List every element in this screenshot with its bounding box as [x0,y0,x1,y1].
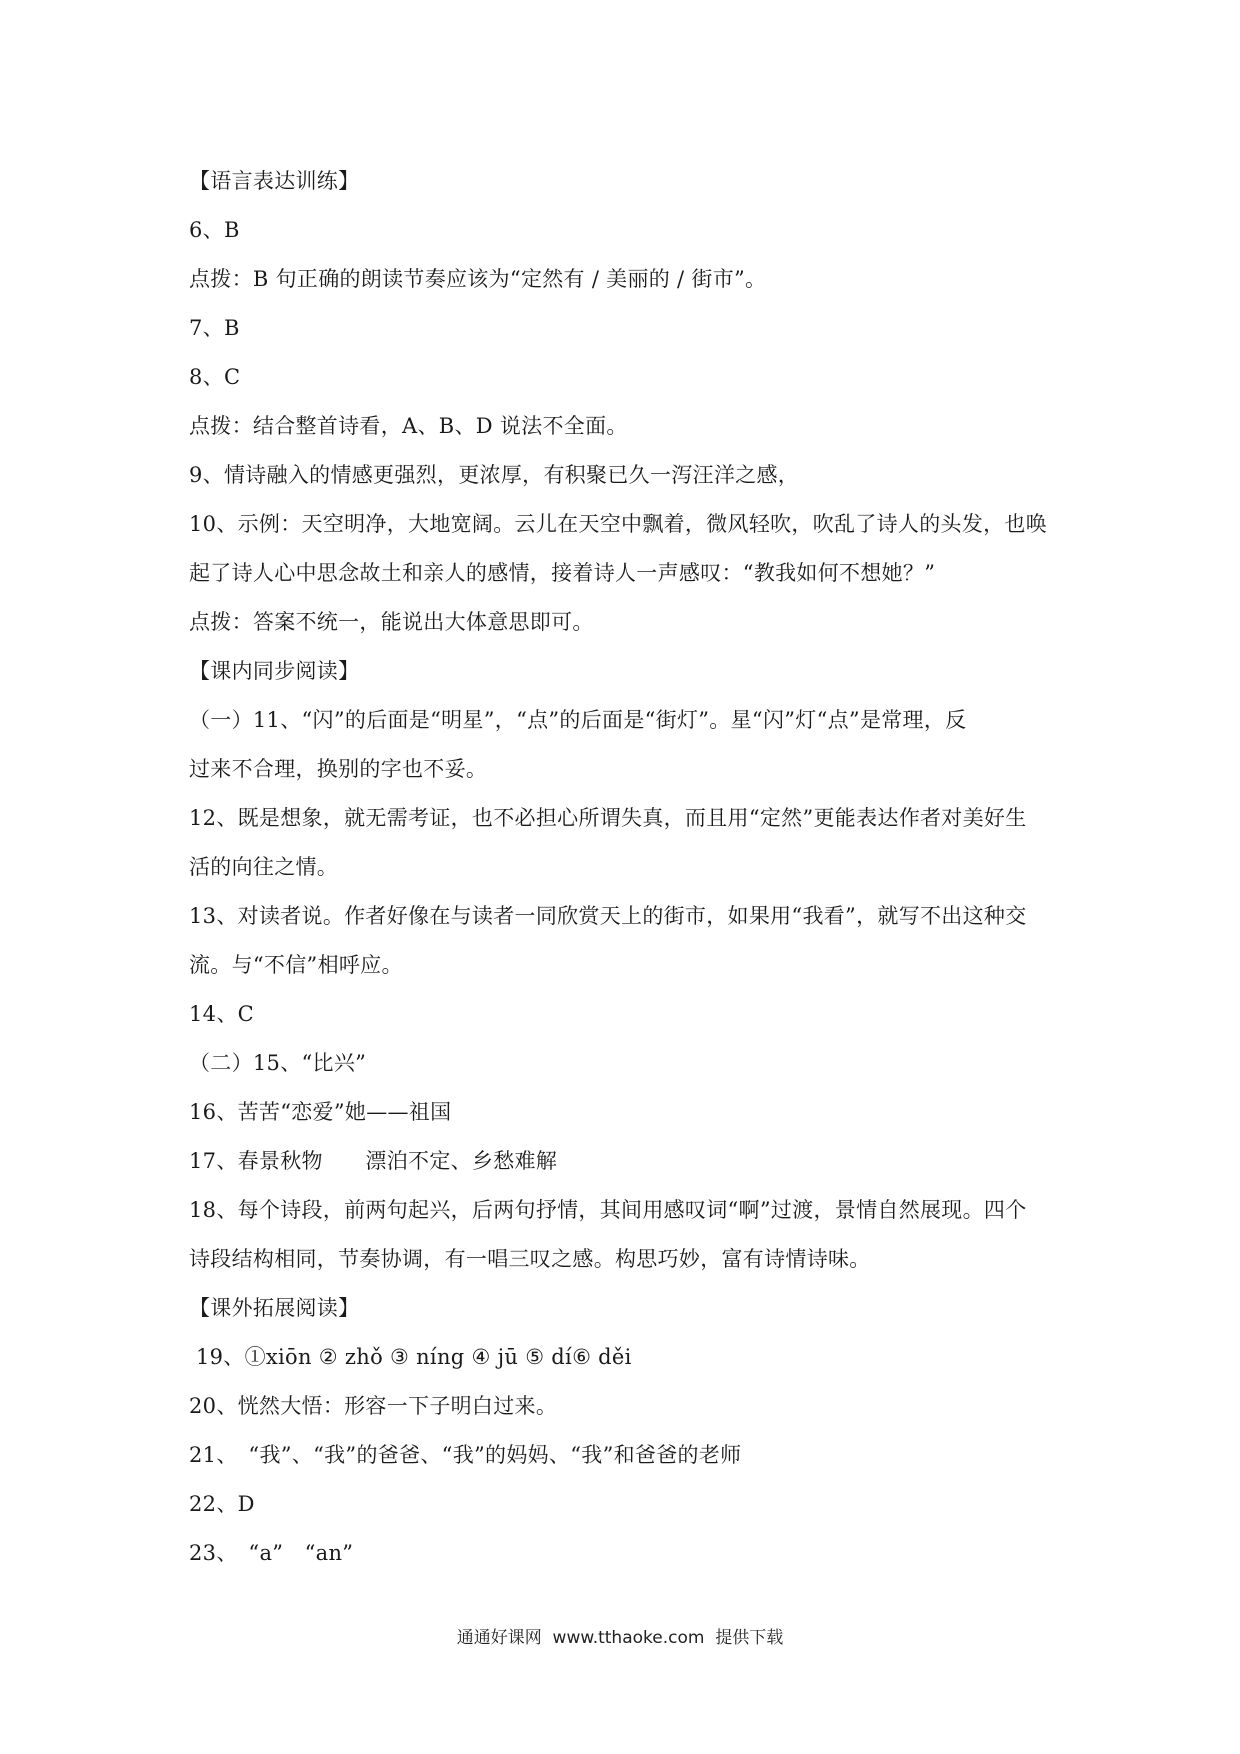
answer-13-line-2: 流。与“不信”相呼应。 [189,953,403,977]
answer-8: 8、C [189,365,241,389]
answer-6: 6、B [189,218,240,242]
answer-19: 19、①xiōn ② zhǒ ③ níng ④ jū ⑤ dí⑥ děi [189,1345,632,1369]
section-heading-language: 【语言表达训练】 [189,169,360,193]
answer-7: 7、B [189,316,240,340]
hint-10: 点拨：答案不统一，能说出大体意思即可。 [189,610,594,634]
answer-10-line-1: 10、示例：天空明净，大地宽阔。云儿在天空中飘着，微风轻吹，吹乱了诗人的头发，也唤 [189,512,1048,536]
answer-15: （二）15、“比兴” [189,1051,367,1075]
answer-18-line-1: 18、每个诗段，前两句起兴，后两句抒情，其间用感叹词“啊”过渡，景情自然展现。四个 [189,1198,1027,1222]
answer-content [189,157,1069,1578]
answer-9: 9、情诗融入的情感更强烈，更浓厚，有积聚已久一泻汪洋之感， [189,463,800,487]
answer-11-line-2: 过来不合理，换别的字也不妥。 [189,757,488,781]
answer-12-line-1: 12、既是想象，就无需考证，也不必担心所谓失真，而且用“定然”更能表达作者对美好生 [189,806,1027,830]
answer-10-line-2: 起了诗人心中思念故土和亲人的感情，接着诗人一声感叹：“教我如何不想她？” [189,561,936,585]
page-footer: 通通好课网 www.tthaoke.com 提供下载 [456,1628,784,1648]
answer-22: 22、D [189,1492,255,1516]
answer-20: 20、恍然大悟：形容一下子明白过来。 [189,1394,558,1418]
hint-8: 点拨：结合整首诗看，A、B、D 说法不全面。 [189,414,628,438]
answer-21: 21、 “我”、“我”的爸爸、“我”的妈妈、“我”和爸爸的老师 [189,1443,742,1467]
answer-12-line-2: 活的向往之情。 [189,855,339,879]
answer-17: 17、春景秋物 漂泊不定、乡愁难解 [189,1149,558,1173]
answer-14: 14、C [189,1002,254,1026]
answer-13-line-1: 13、对读者说。作者好像在与读者一同欣赏天上的街市，如果用“我看”，就写不出这种交 [189,904,1027,928]
answer-23: 23、 “a” “an” [189,1541,354,1565]
section-heading-in-class: 【课内同步阅读】 [189,659,360,683]
hint-6: 点拨：B 句正确的朗读节奏应该为“定然有 / 美丽的 / 街市”。 [189,267,767,291]
answer-18-line-2: 诗段结构相同，节奏协调，有一唱三叹之感。构思巧妙，富有诗情诗味。 [189,1247,871,1271]
section-heading-extended: 【课外拓展阅读】 [189,1296,360,1320]
answer-16: 16、苦苦“恋爱”她——祖国 [189,1100,452,1124]
answer-11-line-1: （一）11、“闪”的后面是“明星”，“点”的后面是“街灯”。星“闪”灯“点”是常理，反 [189,708,967,732]
